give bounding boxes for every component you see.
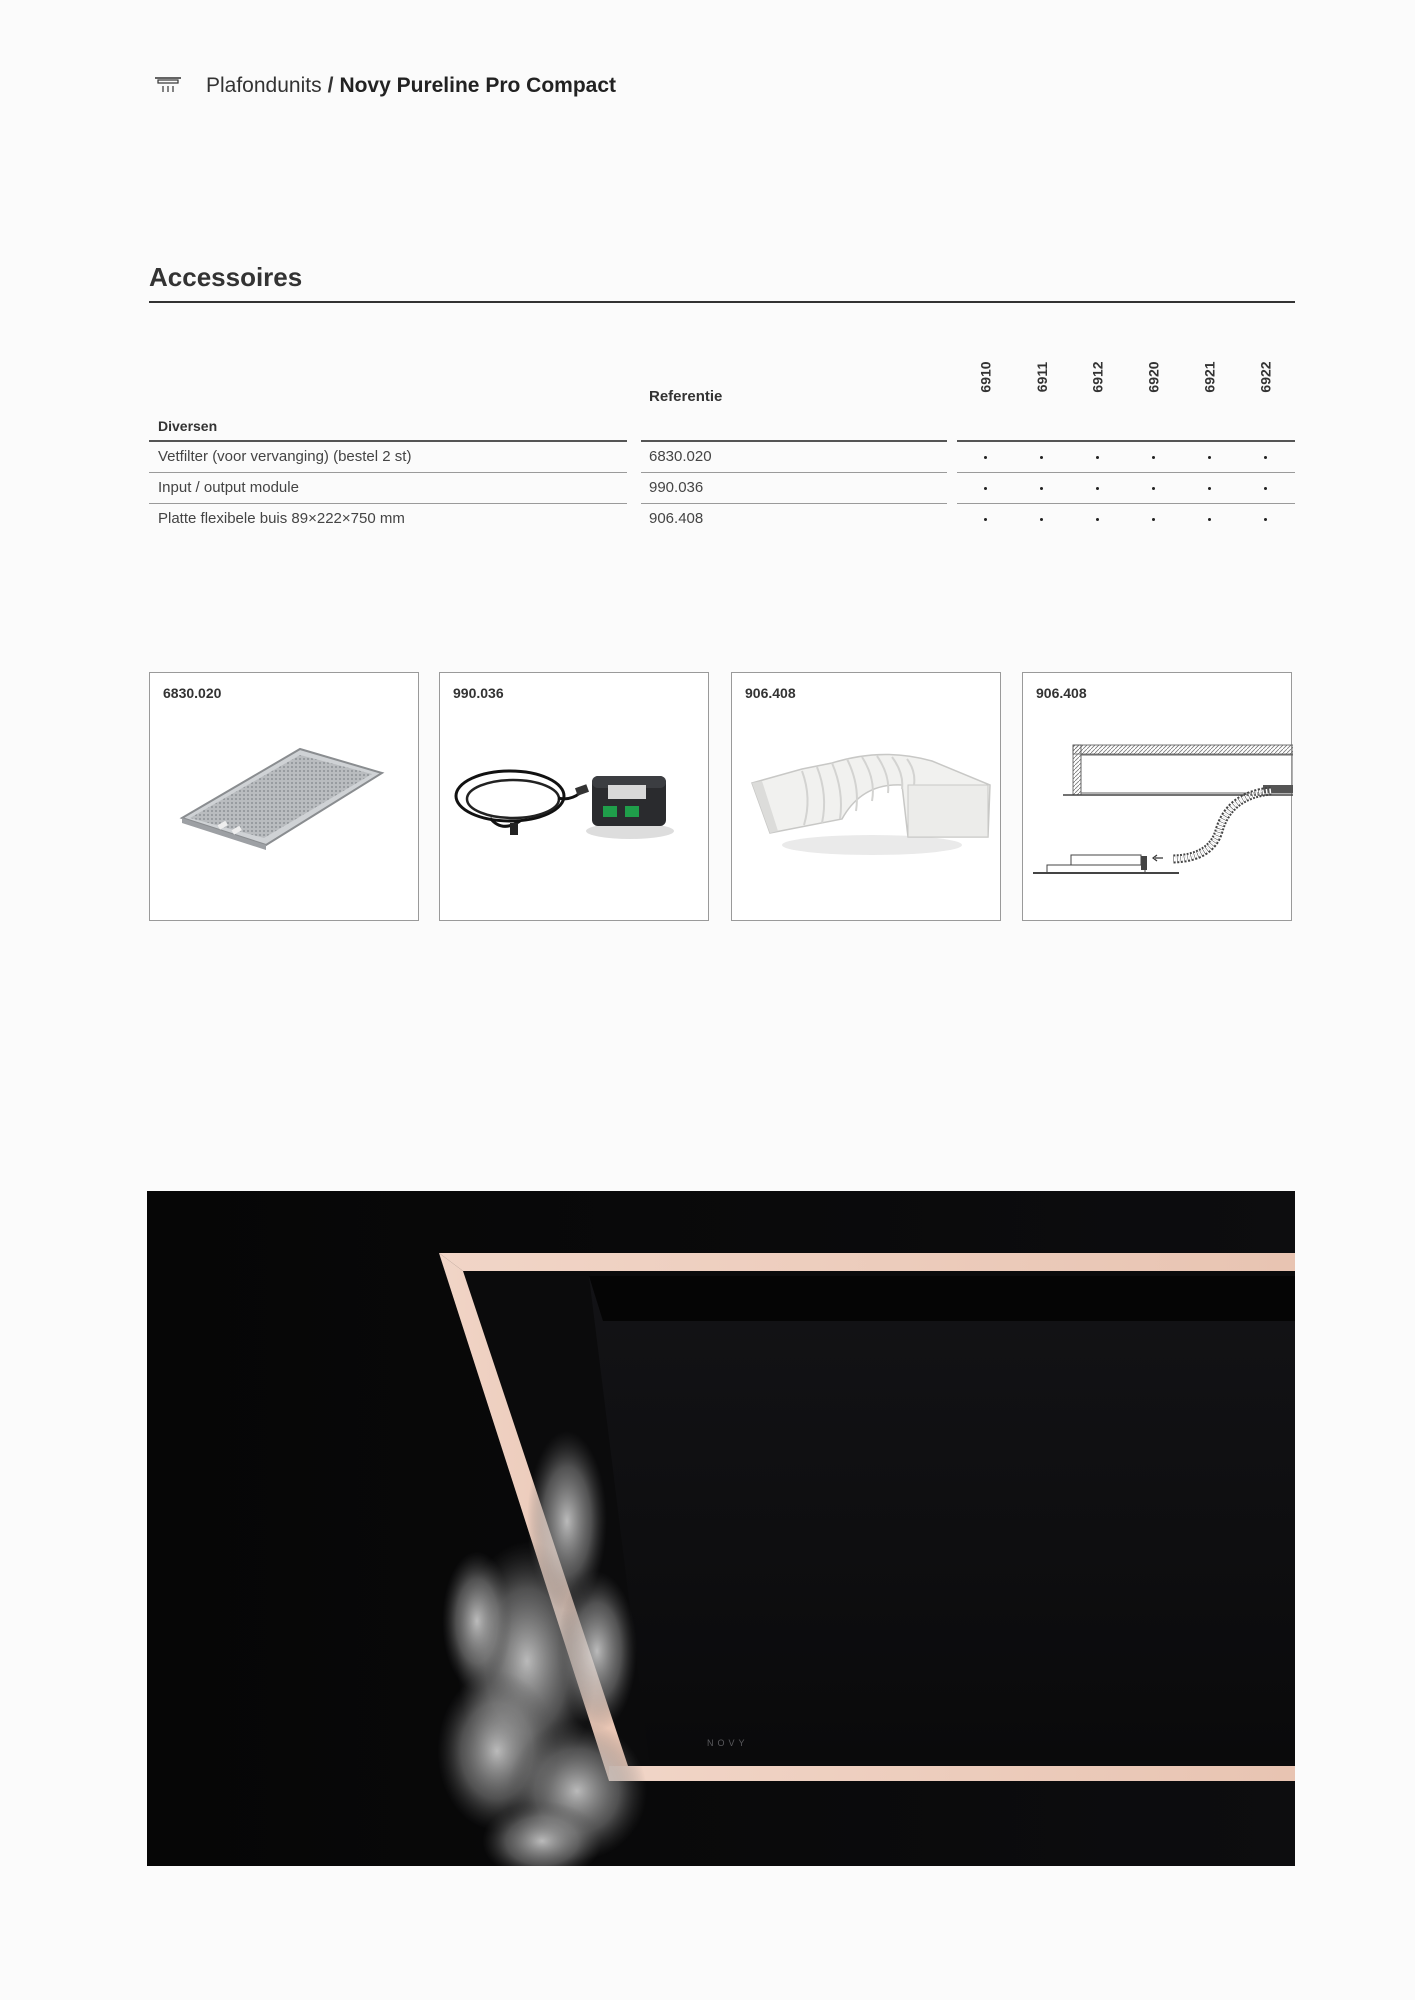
breadcrumb-category: Plafondunits xyxy=(206,74,322,97)
installation-diagram-image xyxy=(1023,673,1293,922)
row-description: Vetfilter (voor vervanging) (bestel 2 st) xyxy=(158,448,412,465)
availability-dot xyxy=(1152,518,1155,521)
model-label: 6911 xyxy=(1034,361,1050,393)
breadcrumb-separator: / xyxy=(327,74,334,97)
availability-dot xyxy=(1264,518,1267,521)
card-reference: 906.408 xyxy=(1036,685,1087,701)
group-label: Diversen xyxy=(158,418,218,434)
model-label: 6922 xyxy=(1258,361,1274,393)
availability-dot xyxy=(1152,487,1155,490)
section-title: Accessoires xyxy=(149,262,303,292)
availability-dot xyxy=(1040,456,1043,459)
availability-dot xyxy=(1264,456,1267,459)
ceiling-hood-icon xyxy=(154,76,182,96)
card-reference: 6830.020 xyxy=(163,685,222,701)
availability-dot xyxy=(1096,518,1099,521)
availability-dot xyxy=(984,487,987,490)
availability-dot xyxy=(1096,456,1099,459)
availability-dot xyxy=(1040,518,1043,521)
row-description: Input / output module xyxy=(158,479,299,496)
row-reference: 990.036 xyxy=(649,479,704,496)
product-card xyxy=(731,672,1001,921)
availability-dot xyxy=(1208,456,1211,459)
reference-column-header: Referentie xyxy=(649,388,723,405)
availability-dot xyxy=(1152,456,1155,459)
breadcrumb-current: Novy Pureline Pro Compact xyxy=(339,74,617,97)
io-module-image xyxy=(440,673,710,922)
model-column-header xyxy=(1144,350,1164,404)
model-column-header xyxy=(1088,350,1108,404)
breadcrumb xyxy=(154,74,616,98)
table-row xyxy=(149,442,1295,473)
grease-filter-image xyxy=(150,673,420,922)
product-card xyxy=(149,672,419,921)
product-card xyxy=(439,672,709,921)
model-label: 6910 xyxy=(978,361,994,393)
model-label: 6920 xyxy=(1146,361,1162,393)
model-column-header xyxy=(976,350,996,404)
availability-dot xyxy=(984,456,987,459)
brand-mark: NOVY xyxy=(707,1738,749,1748)
ceiling-unit-photo xyxy=(147,1191,1295,1866)
availability-dot xyxy=(1040,487,1043,490)
card-reference: 906.408 xyxy=(745,685,796,701)
model-label: 6921 xyxy=(1202,361,1218,393)
model-column-header xyxy=(1200,350,1220,404)
flexible-duct-image xyxy=(732,673,1002,922)
row-reference: 906.408 xyxy=(649,510,704,527)
section-divider xyxy=(149,301,1295,303)
table-row xyxy=(149,473,1295,504)
product-photo xyxy=(147,1191,1295,1866)
availability-dot xyxy=(1264,487,1267,490)
row-description: Platte flexibele buis 89×222×750 mm xyxy=(158,510,405,527)
availability-dot xyxy=(1208,487,1211,490)
product-card xyxy=(1022,672,1292,921)
model-column-header xyxy=(1256,350,1276,404)
model-label: 6912 xyxy=(1090,361,1106,393)
row-reference: 6830.020 xyxy=(649,448,712,465)
table-row xyxy=(149,504,1295,535)
model-column-header xyxy=(1032,350,1052,404)
availability-dot xyxy=(1208,518,1211,521)
availability-dot xyxy=(1096,487,1099,490)
availability-dot xyxy=(984,518,987,521)
card-reference: 990.036 xyxy=(453,685,504,701)
